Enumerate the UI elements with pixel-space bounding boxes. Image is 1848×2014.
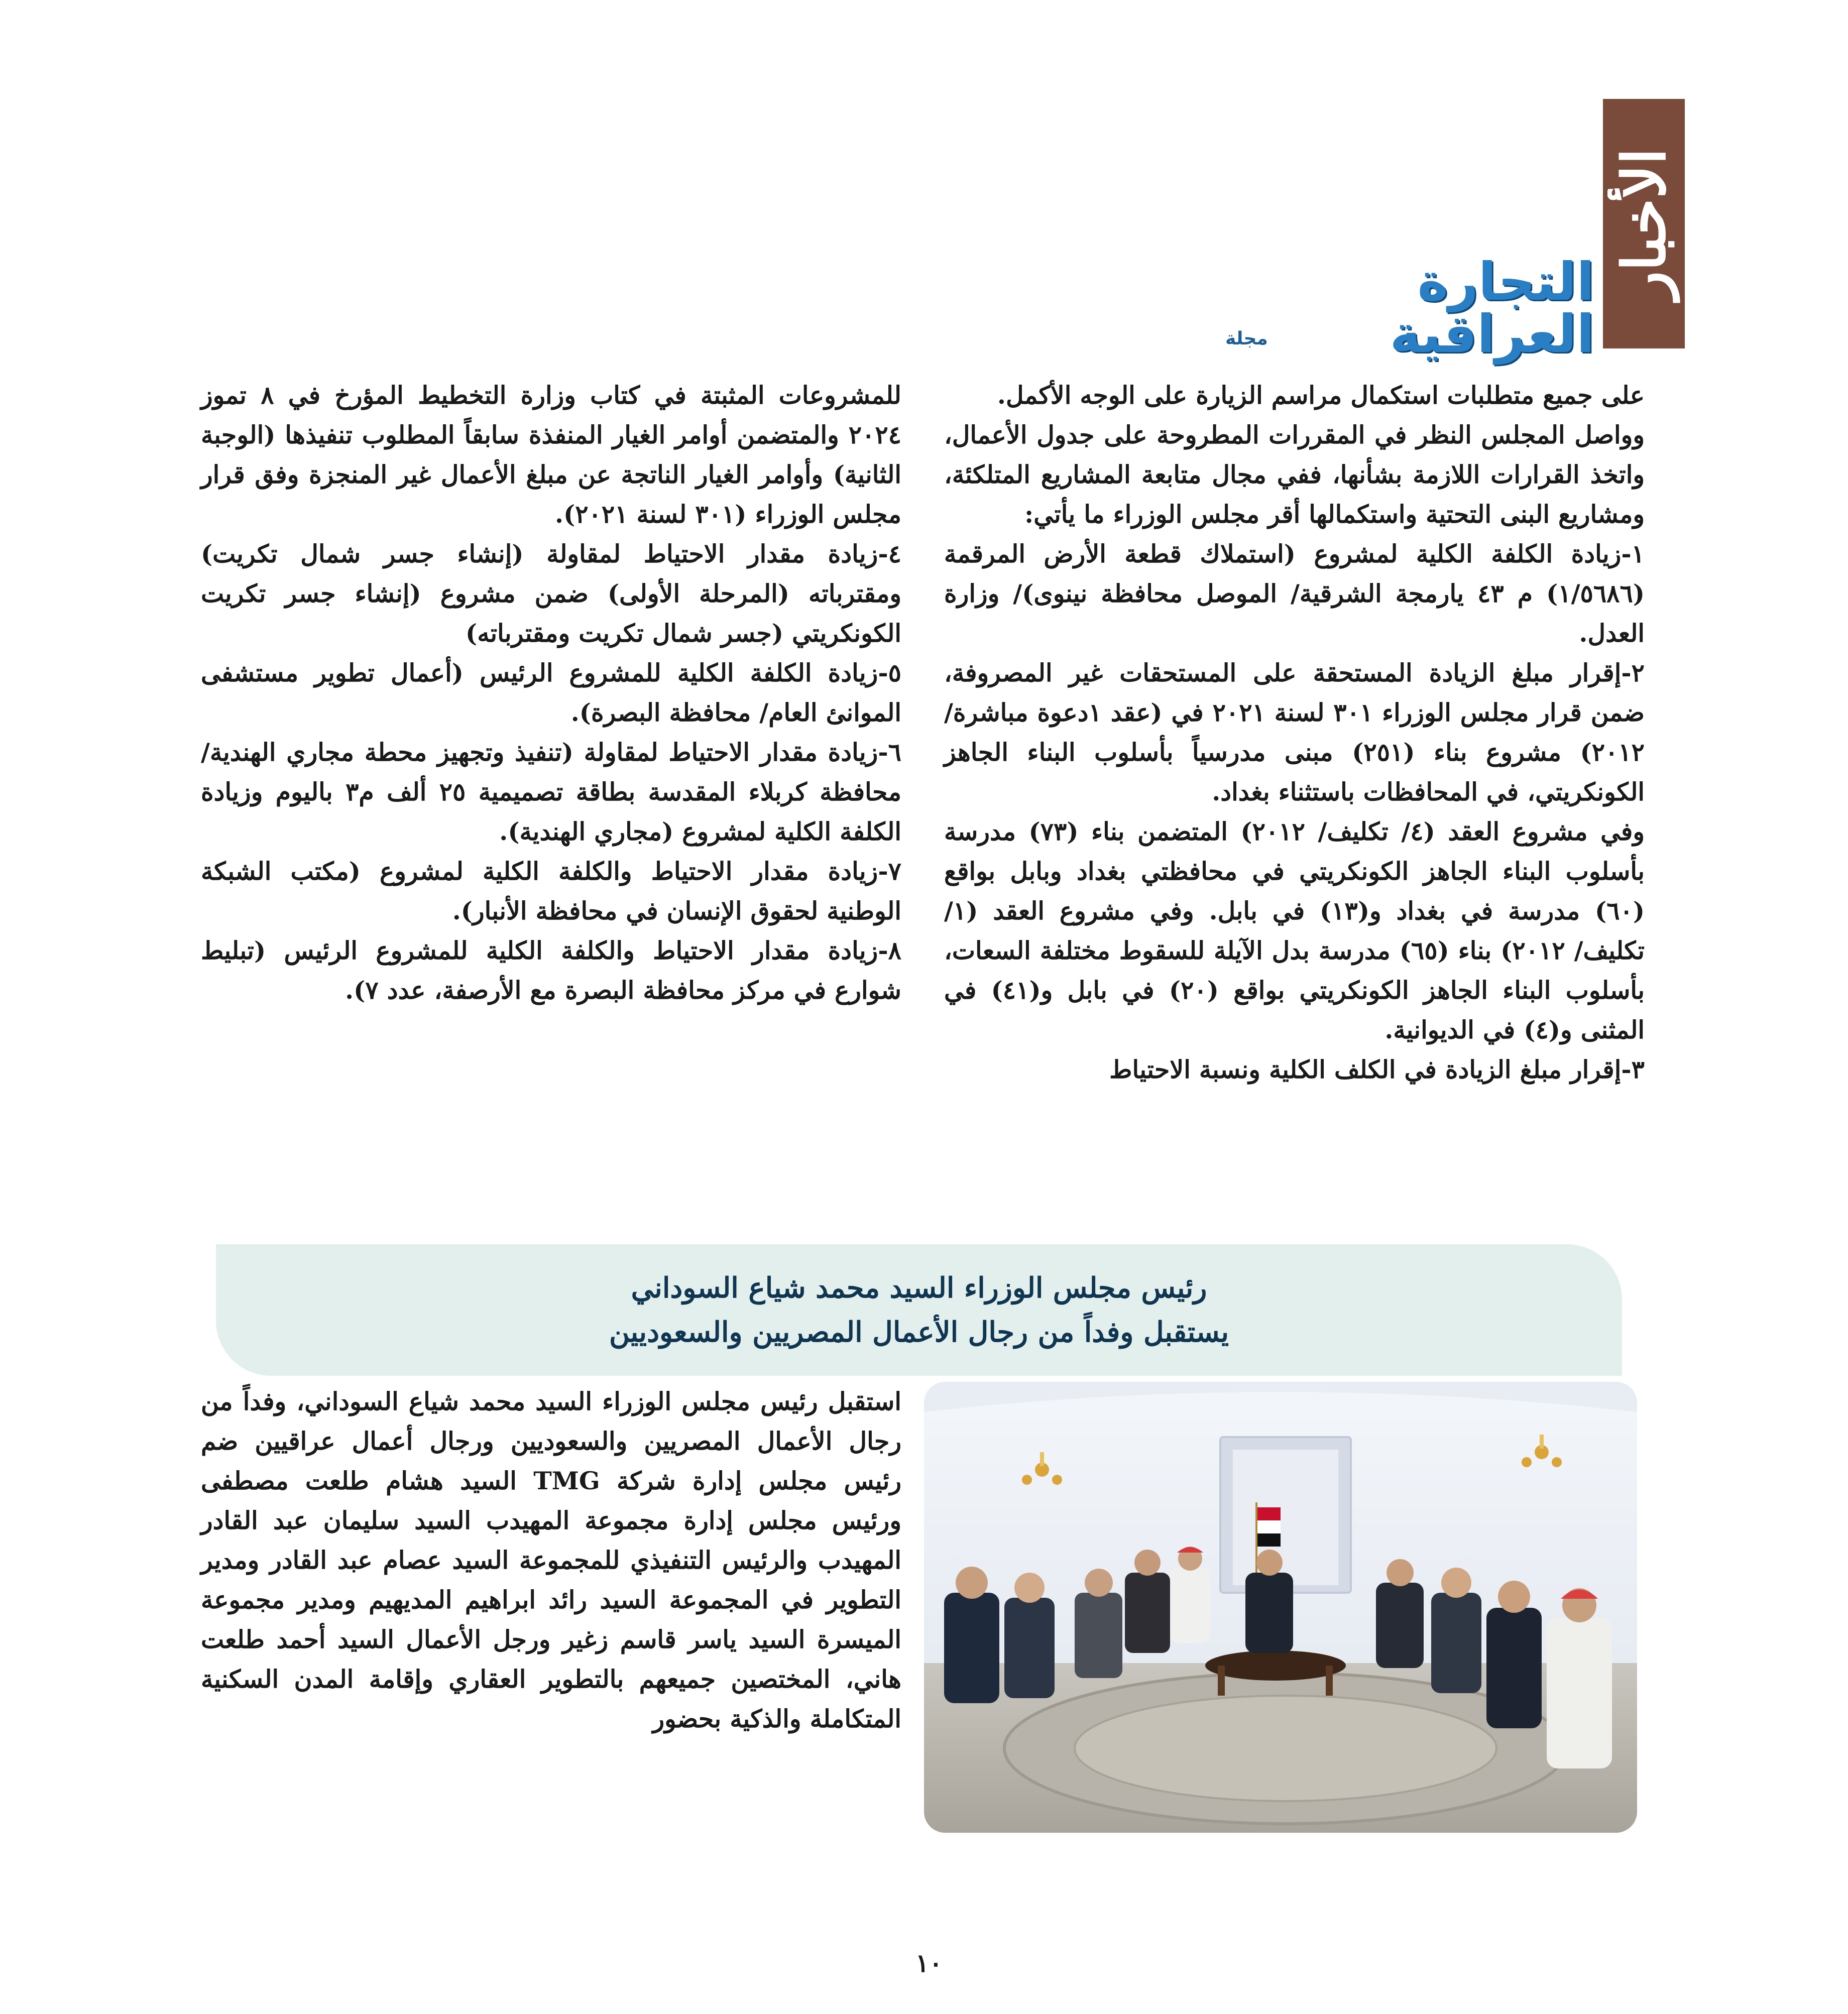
paragraph: وفي مشروع العقد (٤/ تكليف/ ٢٠١٢) المتضمن بناء (٧٣) مدرسة بأسلوب البناء الجاهز الكونكريتي في محافظتي بغداد وبابل بواقع (٦٠) مدرسة في بغداد و(١٣) في بابل. وفي مشروع العقد (١/ تكليف/ ٢٠١٢) بناء (٦٥) مدرسة بدل الآيلة للسقوط مختلفة السعات، بأسلوب البناء الجاهز الكونكريتي بواقع (٢٠) في بابل و(٤١) في المثنى و(٤) في الديوانية. [944, 817, 1645, 1044]
paragraph: ٨-زيادة مقدار الاحتياط والكلفة الكلية للمشروع الرئيس (تبليط شوارع في مركز محافظة البصرة مع الأرصفة، عدد ٧). [201, 936, 901, 1005]
paragraph: ٦-زيادة مقدار الاحتياط لمقاولة (تنفيذ وتجهيز محطة مجاري الهندية/ محافظة كربلاء المقدسة بطاقة تصميمية ٢٥ ألف م٣ باليوم وزيادة الكلفة الكلية لمشروع (مجاري الهندية). [201, 738, 901, 846]
paragraph: للمشروعات المثبتة في كتاب وزارة التخطيط المؤرخ في ٨ تموز ٢٠٢٤ والمتضمن أوامر الغيار المنفذة سابقاً المطلوب تنفيذها (الوجبة الثانية) وأوامر الغيار الناتجة عن مبلغ الأعمال غير المنجزة وفق قرار مجلس الوزراء (٣٠١ لسنة ٢٠٢١). [201, 381, 901, 529]
paragraph: ٣-إقرار مبلغ الزيادة في الكلف الكلية ونسبة الاحتياط [1109, 1055, 1645, 1084]
article-column-bottom [201, 1382, 901, 1739]
section-tab [1603, 99, 1685, 348]
page-number: ١٠ [915, 1948, 943, 1978]
article-column-left [201, 376, 901, 1010]
paragraph: ٧-زيادة مقدار الاحتياط والكلفة الكلية لمشروع (مكتب الشبكة الوطنية لحقوق الإنسان في محافظة الأنبار). [201, 857, 901, 925]
paragraph: استقبل رئيس مجلس الوزراء السيد محمد شياع السوداني، وفداً من رجال الأعمال المصريين والسعوديين ورجال أعمال عراقيين ضم رئيس مجلس إدارة شركة TMG السيد هشام طلعت مصطفى ورئيس مجلس إدارة مجموعة المهيدب السيد سليمان عبد القادر المهيدب والرئيس التنفيذي للمجموعة السيد عصام عبد القادر ومدير التطوير في المجموعة السيد رائد ابراهيم المديهيم ومدير مجموعة الميسرة السيد ياسر قاسم زغير ورجل الأعمال السيد أحمد طلعت هاني، المختصين جميعهم بالتطوير العقاري وإقامة المدن السكنية المتكاملة والذكية بحضور [201, 1387, 902, 1733]
paragraph: ٥-زيادة الكلفة الكلية للمشروع الرئيس (أعمال تطوير مستشفى الموانئ العام/ محافظة البصرة). [201, 658, 901, 727]
paragraph: على جميع متطلبات استكمال مراسم الزيارة على الوجه الأكمل. [997, 381, 1645, 410]
headline-line-2: يستقبل وفداً من رجال الأعمال المصريين والسعوديين [609, 1316, 1229, 1349]
paragraph: ٤-زيادة مقدار الاحتياط لمقاولة (إنشاء جسر شمال تكريت) ومقترباته (المرحلة الأولى) ضمن مشروع (إنشاء جسر تكريت الكونكريتي (جسر شمال تكريت ومقترباته) [201, 539, 901, 648]
meeting-photo [924, 1382, 1637, 1833]
article-column-right [944, 376, 1645, 1090]
section-tab-label: الأخبار [1609, 148, 1679, 300]
headline-line-1: رئيس مجلس الوزراء السيد محمد شياع السوداني [631, 1271, 1207, 1305]
masthead-brand: التجارة العراقية [1390, 251, 1594, 365]
paragraph: وواصل المجلس النظر في المقررات المطروحة على جدول الأعمال، واتخذ القرارات اللازمة بشأنها، ففي مجال متابعة المشاريع المتلكئة، ومشاريع البنى التحتية واستكمالها أقر مجلس الوزراء ما يأتي: [944, 420, 1645, 529]
magazine-masthead [1225, 251, 1594, 365]
paragraph: ٢-إقرار مبلغ الزيادة المستحقة على المستحقات غير المصروفة، ضمن قرار مجلس الوزراء ٣٠١ لسنة ٢٠٢١ في (عقد ١دعوة مباشرة/ ٢٠١٢) مشروع بناء (٢٥١) مبنى مدرسياً بأسلوب البناء الجاهز الكونكريتي، في المحافظات باستثناء بغداد. [944, 658, 1645, 806]
masthead-kicker: مجلة [1225, 328, 1268, 349]
news-headline-banner [216, 1244, 1622, 1376]
paragraph: ١-زيادة الكلفة الكلية لمشروع (استملاك قطعة الأرض المرقمة (١/٥٦٨٦) م ٤٣ يارمجة الشرقية/ الموصل محافظة نينوى)/ وزارة العدل. [944, 539, 1645, 648]
meeting-photo-illustration [924, 1382, 1637, 1833]
